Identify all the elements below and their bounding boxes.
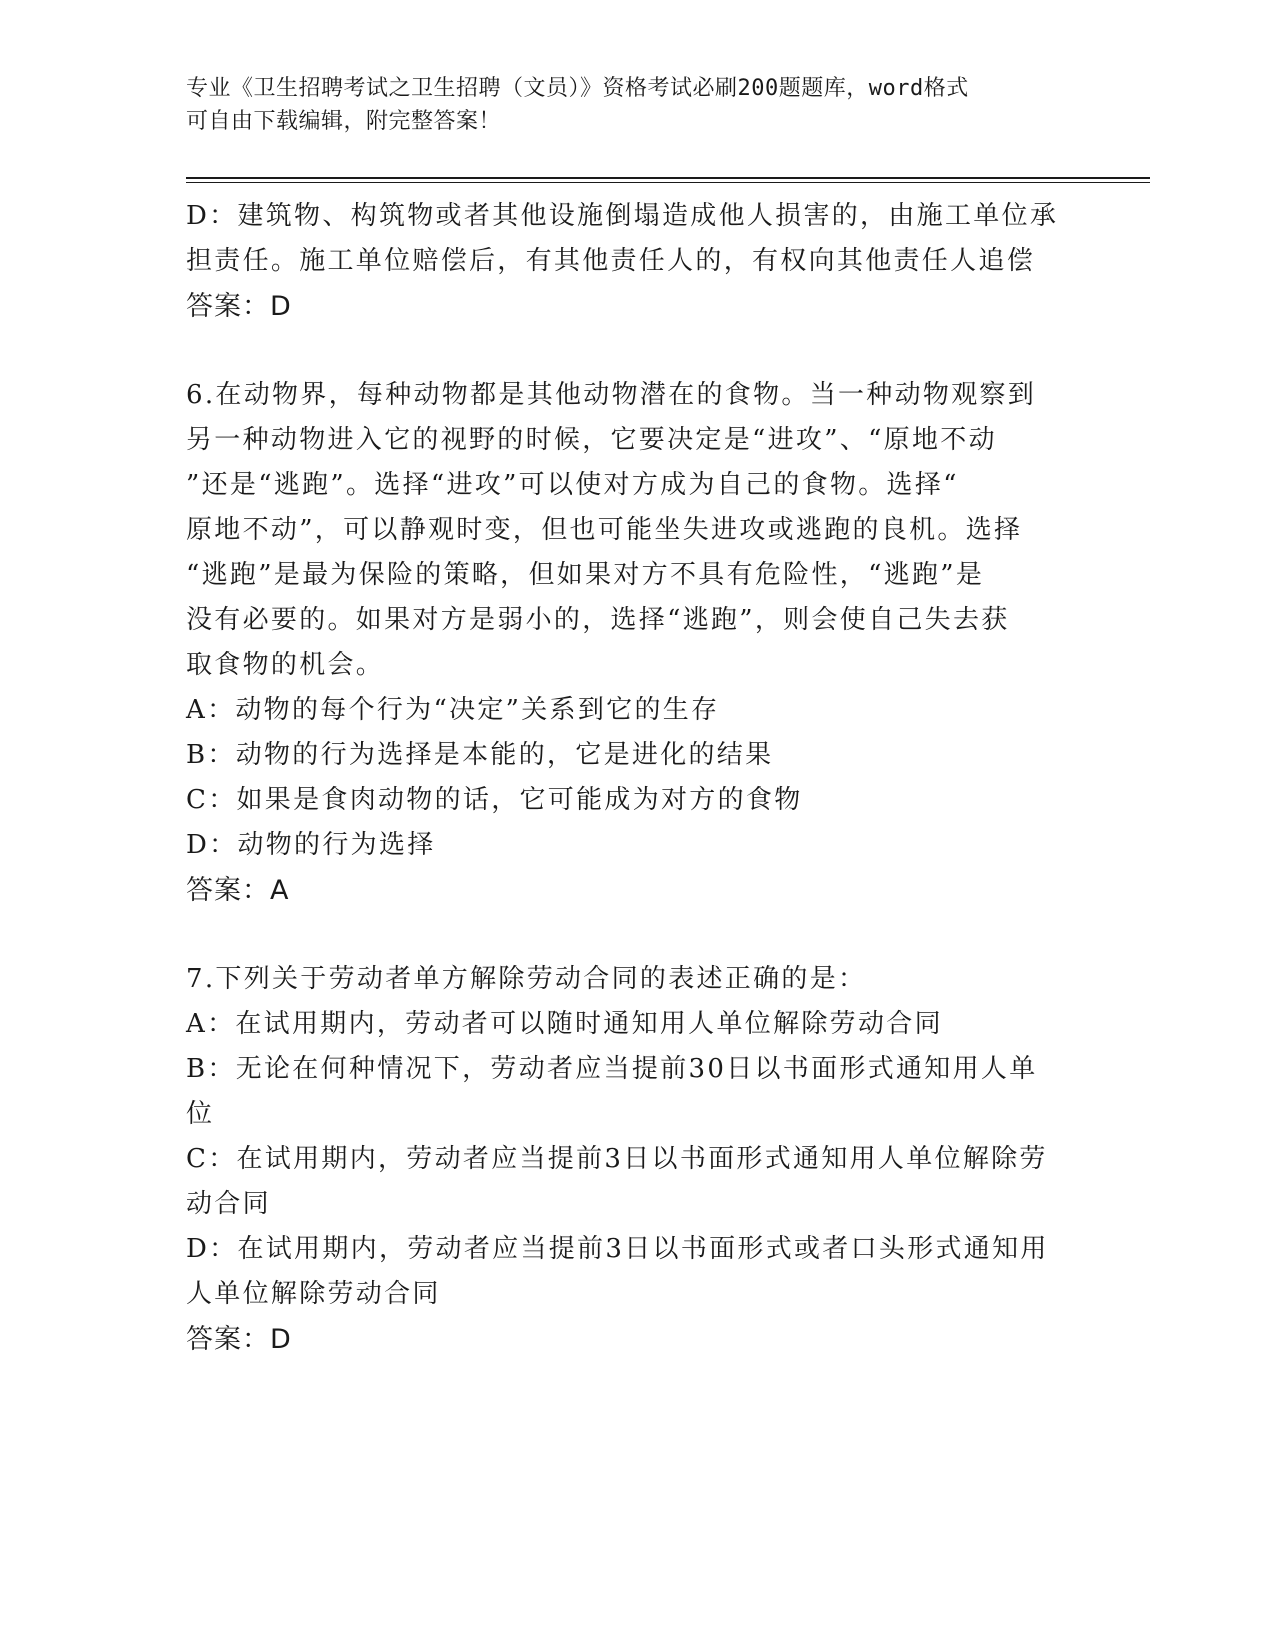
- header-title-line-1: 专业《卫生招聘考试之卫生招聘（文员）》资格考试必刷200题题库，word格式: [186, 76, 969, 101]
- q6-option-d: D：动物的行为选择: [186, 830, 436, 860]
- header-title-line-2: 可自由下载编辑，附完整答案！: [186, 109, 502, 134]
- q7-stem: 7.下列关于劳动者单方解除劳动合同的表述正确的是：: [186, 964, 867, 994]
- q6-answer: 答案：A: [186, 875, 290, 906]
- q6-option-a: A：动物的每个行为“决定”关系到它的生存: [186, 695, 720, 725]
- spacer: [186, 329, 1086, 373]
- document-header: [186, 72, 1086, 138]
- q6-option-b: B：动物的行为选择是本能的，它是进化的结果: [186, 740, 774, 770]
- q6-stem-line-2: 另一种动物进入它的视野的时候，它要决定是“进攻”、“原地不动: [186, 425, 997, 455]
- q7-option-a: A：在试用期内，劳动者可以随时通知用人单位解除劳动合同: [186, 1009, 943, 1039]
- q7-option-d-line-1: D：在试用期内，劳动者应当提前3日以书面形式或者口头形式通知用: [186, 1234, 1049, 1264]
- q6-stem-line-7: 取食物的机会。: [186, 650, 385, 680]
- q7-option-d-line-2: 人单位解除劳动合同: [186, 1279, 441, 1309]
- q7-option-c-line-2: 动合同: [186, 1189, 271, 1219]
- q7-option-b-line-1: B：无论在何种情况下，劳动者应当提前30日以书面形式通知用人单: [186, 1054, 1038, 1084]
- question-5-tail: [186, 194, 1086, 329]
- q6-stem-line-1: 6.在动物界，每种动物都是其他动物潜在的食物。当一种动物观察到: [186, 380, 1037, 410]
- q6-stem-line-5: “逃跑”是最为保险的策略，但如果对方不具有危险性，“逃跑”是: [186, 560, 985, 590]
- q6-option-c: C：如果是食肉动物的话，它可能成为对方的食物: [186, 785, 803, 815]
- q5-option-d-line-2: 担责任。施工单位赔偿后，有其他责任人的，有权向其他责任人追偿: [186, 246, 1036, 276]
- question-content: [186, 194, 1086, 1362]
- q5-answer: 答案：D: [186, 291, 292, 322]
- q6-stem-line-4: 原地不动”，可以静观时变，但也可能坐失进攻或逃跑的良机。选择: [186, 515, 1023, 545]
- q7-answer: 答案：D: [186, 1324, 292, 1355]
- q6-stem-line-3: ”还是“逃跑”。选择“进攻”可以使对方成为自己的食物。选择“: [186, 470, 959, 500]
- question-7: [186, 957, 1086, 1362]
- spacer: [186, 913, 1086, 957]
- header-divider-thick: [186, 177, 1150, 179]
- q5-option-d-line-1: D：建筑物、构筑物或者其他设施倒塌造成他人损害的，由施工单位承: [186, 201, 1059, 231]
- q6-stem-line-6: 没有必要的。如果对方是弱小的，选择“逃跑”，则会使自己失去获: [186, 605, 1010, 635]
- question-6: [186, 373, 1086, 913]
- q7-option-b-line-2: 位: [186, 1099, 215, 1129]
- header-divider-thin: [186, 182, 1150, 183]
- q7-option-c-line-1: C：在试用期内，劳动者应当提前3日以书面形式通知用人单位解除劳: [186, 1144, 1048, 1174]
